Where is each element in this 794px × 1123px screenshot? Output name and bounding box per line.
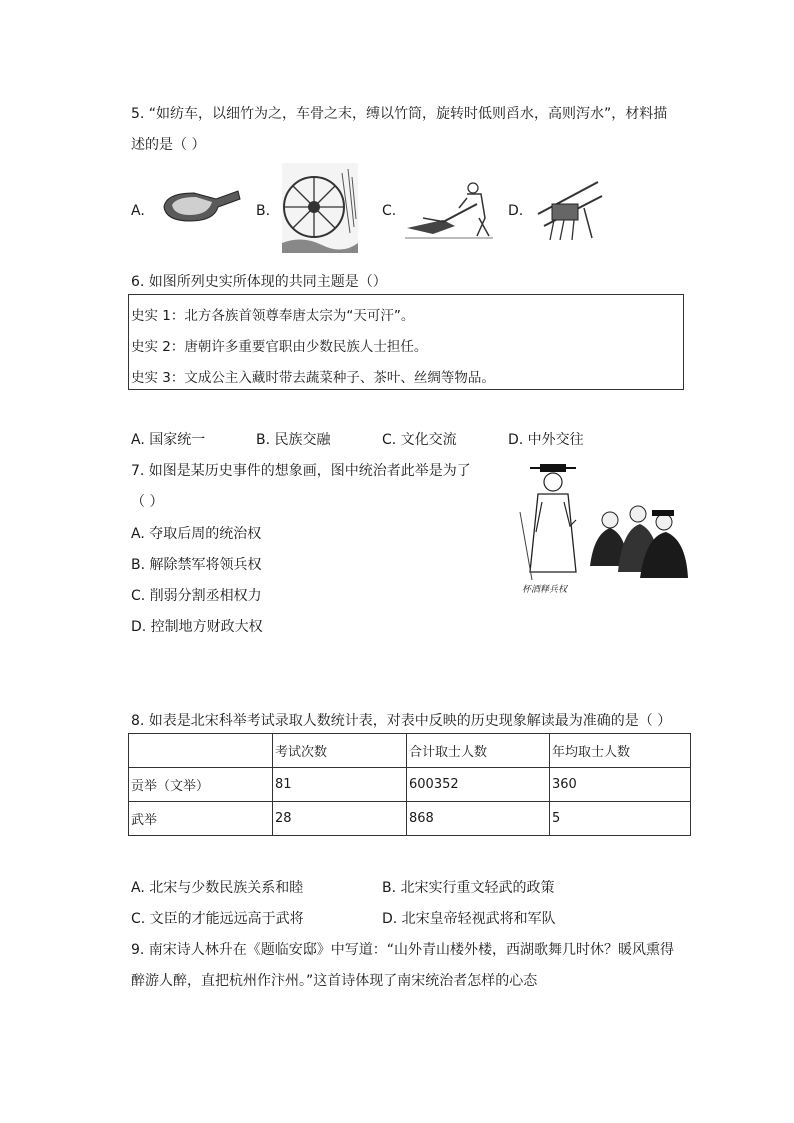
q7-stem-line2: （ ） [131,494,164,510]
q5-option-d-label: D. [508,203,524,219]
q5-option-a-label: A. [131,203,145,219]
q6-option-b: B. 民族交融 [256,432,331,448]
table-cell: 360 [550,768,691,802]
q6-facts-box [128,294,684,390]
q6-fact-2: 史实 2：唐朝许多重要官职由少数民族人士担任。 [131,339,428,355]
q7-option-a: A. 夺取后周的统治权 [131,526,262,542]
q6-fact-3: 史实 3：文成公主入藏时带去蔬菜种子、茶叶、丝绸等物品。 [131,370,495,386]
table-cell: 5 [550,802,691,836]
plow-image [403,178,495,240]
q9-stem-line1: 9. 南宋诗人林升在《题临安邸》中写道：“山外青山楼外楼，西湖歌舞几时休？暖风熏得 [131,942,675,958]
q7-option-d: D. 控制地方财政大权 [131,619,263,635]
table-header-cell [129,734,273,768]
table-cell: 武举 [129,802,273,836]
q8-option-d: D. 北宋皇帝轻视武将和军队 [382,911,556,927]
q5-option-b-label: B. [256,203,271,219]
table-row [129,768,691,802]
q7-option-c: C. 削弱分割丞相权力 [131,588,262,604]
q6-option-a: A. 国家统一 [131,432,206,448]
q5-option-c-label: C. [382,203,397,219]
table-cell: 28 [273,802,407,836]
table-header-row [129,734,691,768]
q6-option-c: C. 文化交流 [382,432,457,448]
q8-option-c: C. 文臣的才能远远高于武将 [131,911,304,927]
table-cell: 600352 [407,768,550,802]
q7-stem-line1: 7. 如图是某历史事件的想象画，图中统治者此举是为了 [131,463,471,479]
waterwheel-image [282,163,358,253]
q9-stem-line2: 醉游人醉，直把杭州作汴州。”这首诗体现了南宋统治者怎样的心态 [131,973,538,989]
q8-stem: 8. 如表是北宋科举考试录取人数统计表，对表中反映的历史现象解读最为准确的是（ ） [131,713,672,729]
q5-stem-line2: 述的是（ ） [131,137,206,153]
image-caption: 杯酒释兵权 [522,585,568,595]
table-header-cell: 合计取士人数 [407,734,550,768]
table-cell: 868 [407,802,550,836]
q8-option-a: A. 北宋与少数民族关系和睦 [131,880,304,896]
q6-option-d: D. 中外交往 [508,432,584,448]
table-row [129,802,691,836]
table-cell: 81 [273,768,407,802]
table-cell: 贡举（文举） [129,768,273,802]
q7-option-b: B. 解除禁军将领兵权 [131,557,262,573]
scoop-image [160,185,242,227]
seeder-image [534,178,606,244]
admission-table [128,733,691,836]
table-header-cell: 年均取士人数 [550,734,691,768]
q6-fact-1: 史实 1：北方各族首领尊奉唐太宗为“天可汗”。 [131,308,415,324]
emperor-and-generals-image [510,462,690,602]
q6-stem: 6. 如图所列史实所体现的共同主题是（） [131,274,387,290]
q8-option-b: B. 北宋实行重文轻武的政策 [382,880,555,896]
table-header-cell: 考试次数 [273,734,407,768]
q5-stem-line1: 5. “如纺车，以细竹为之，车骨之末，缚以竹筒，旋转时低则舀水，高则泻水”，材料描 [131,106,668,122]
